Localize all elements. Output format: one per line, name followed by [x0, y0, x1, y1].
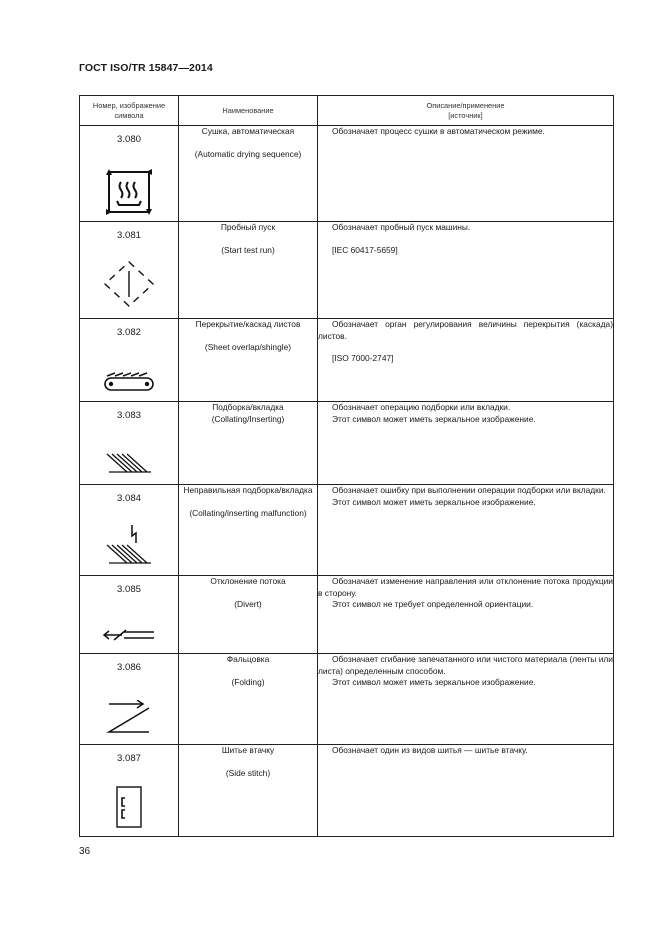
symbol-name-ru: Перекрытие/каскад листов: [195, 319, 301, 329]
symbol-number: 3.080: [116, 134, 141, 145]
symbol-name-ru: Шитье втачку: [221, 745, 275, 755]
header-name: Наименование: [179, 96, 318, 126]
description: Обозначает орган регулирования величины перекрытия (каскада) листов.: [318, 319, 613, 341]
symbol-name-ru: Неправильная подборка/вкладка: [183, 485, 313, 495]
description-note: Этот символ может иметь зеркальное изображение.: [332, 677, 536, 687]
document-header: ГОСТ ISO/TR 15847—2014: [79, 62, 213, 74]
symbol-name-en: (Start test run): [221, 244, 275, 255]
symbol-name-en: (Collating/inserting malfunction): [189, 507, 307, 518]
symbol-name-ru: Пробный пуск: [220, 222, 276, 232]
sheet-overlap-icon: [103, 370, 155, 392]
source-reference: [IEC 60417-5659]: [332, 244, 398, 255]
symbol-cell: [80, 576, 179, 654]
symbol-name-ru: Подборка/вкладка: [212, 402, 284, 412]
description: Обозначает процесс сушки в автоматическом режиме.: [332, 126, 545, 136]
symbol-number: 3.087: [116, 753, 141, 764]
symbols-table: [79, 95, 614, 837]
table-row: [80, 222, 614, 319]
source-reference: [ISO 7000-2747]: [332, 353, 394, 363]
description: Обозначает один из видов шитья — шитье втачку.: [332, 745, 528, 755]
table-row: [80, 485, 614, 576]
symbol-name-en: (Collating/Inserting): [211, 413, 285, 424]
symbol-number: 3.083: [116, 410, 141, 421]
table-row: [80, 126, 614, 222]
description-note: Этот символ может иметь зеркальное изображение.: [332, 496, 536, 507]
table-row: [80, 319, 614, 402]
symbol-cell: [80, 222, 179, 319]
symbol-number: 3.084: [116, 493, 141, 504]
symbol-name-en: (Divert): [234, 598, 262, 609]
symbol-cell: [80, 126, 179, 222]
symbol-number: 3.086: [116, 662, 141, 673]
page-number: 36: [79, 846, 91, 857]
collating-malfunction-icon: [105, 523, 153, 567]
divert-icon: [102, 626, 156, 644]
symbol-name-en: (Automatic drying sequence): [194, 148, 302, 159]
description: Обозначает пробный пуск машины.: [332, 222, 471, 232]
folding-icon: [105, 700, 153, 736]
symbol-cell: [80, 402, 179, 485]
collating-icon: [105, 450, 153, 476]
table-header-row: [80, 96, 614, 126]
description: Обозначает операцию подборки или вкладки.: [332, 402, 511, 412]
description-note: Этот символ не требует определенной ориентации.: [332, 599, 534, 609]
symbol-name-en: (Folding): [231, 676, 265, 687]
symbol-number: 3.081: [116, 230, 141, 241]
symbol-cell: [80, 319, 179, 402]
symbol-number: 3.082: [116, 327, 141, 338]
symbol-name-en: (Sheet overlap/shingle): [204, 341, 292, 352]
table-row: [80, 745, 614, 837]
symbol-cell: [80, 654, 179, 745]
table-row: [80, 576, 614, 654]
side-stitch-icon: [115, 785, 143, 829]
automatic-drying-icon: [106, 169, 152, 215]
symbol-name-ru: Фальцовка: [226, 654, 270, 664]
description: Обозначает изменение направления или отклонение потока продукции в сторону.: [318, 576, 613, 598]
symbol-name-ru: Отклонение потока: [210, 576, 286, 586]
symbol-number: 3.085: [116, 584, 141, 595]
symbol-cell: [80, 745, 179, 837]
table-row: [80, 654, 614, 745]
header-description: Описание/применение [источник]: [318, 96, 614, 126]
symbol-name-en: (Side stitch): [225, 767, 271, 778]
start-test-run-icon: [101, 258, 157, 310]
description-note: Этот символ может иметь зеркальное изображение.: [332, 413, 536, 424]
description: Обозначает ошибку при выполнении операции подборки или вкладки.: [332, 485, 606, 495]
table-row: [80, 402, 614, 485]
symbol-name-ru: Сушка, автоматическая: [201, 126, 295, 136]
symbol-cell: [80, 485, 179, 576]
description: Обозначает сгибание запечатанного или чистого материала (ленты или листа) определенным способом.: [318, 654, 613, 676]
header-number: Номер, изображение символа: [80, 96, 179, 126]
